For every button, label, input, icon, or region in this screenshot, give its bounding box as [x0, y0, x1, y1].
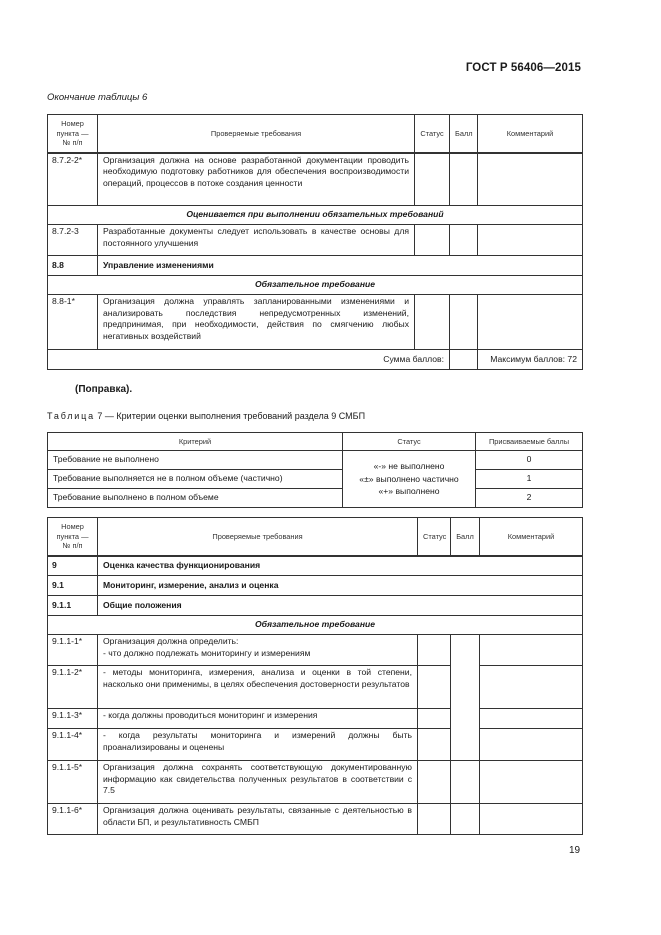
table-row	[48, 556, 583, 576]
status-cell	[415, 153, 450, 206]
requirement-text: Организация должна определить: - что должно подлежать мониторингу и измерениям	[98, 635, 418, 666]
table6	[47, 114, 583, 370]
criterion-text: Требование не выполнено	[48, 451, 343, 470]
requirement-text: Организация должна оценивать результаты, связанные с деятельностью в области БП, и результативность СМБП	[98, 804, 418, 835]
item-number: 9.1.1-1*	[48, 635, 98, 666]
score-cell	[451, 761, 480, 804]
table-row	[48, 295, 583, 350]
criterion-text: Требование выполнено в полном объеме	[48, 489, 343, 508]
requirement-text: Разработанные документы следует использовать в качестве основы для постоянного улучшения	[98, 225, 415, 256]
table-row	[48, 256, 583, 276]
table-row	[48, 576, 583, 596]
item-number: 8.7.2-3	[48, 225, 98, 256]
table7-caption-prefix: Таблица	[47, 411, 95, 421]
score-cell	[450, 225, 478, 256]
item-number: 9.1.1-6*	[48, 804, 98, 835]
comment-cell	[478, 295, 583, 350]
document-code: ГОСТ Р 56406—2015	[465, 62, 581, 74]
status-legend	[343, 451, 476, 508]
criterion-text: Требование выполняется не в полном объеме (частично)	[48, 470, 343, 489]
section-heading: Оценка качества функционирования	[98, 556, 583, 576]
section-title: Обязательное требование	[48, 276, 583, 295]
section-title: Обязательное требование	[48, 616, 583, 635]
item-number: 8.8	[48, 256, 98, 276]
item-number: 9.1.1-4*	[48, 729, 98, 761]
col-score-header: Балл	[450, 115, 478, 153]
table6-caption: Окончание таблицы 6	[47, 92, 148, 103]
status-cell	[418, 709, 451, 729]
sum-label: Сумма баллов:	[48, 350, 450, 370]
table-row	[48, 225, 583, 256]
points-value: 2	[476, 489, 583, 508]
item-number: 8.7.2-2*	[48, 153, 98, 206]
table7	[47, 432, 583, 508]
table-row	[48, 489, 583, 508]
item-number: 9.1.1-2*	[48, 666, 98, 709]
max-score: Максимум баллов: 72	[478, 350, 583, 370]
section-title: Оценивается при выполнении обязательных требований	[48, 206, 583, 225]
page-number: 19	[569, 845, 581, 856]
table-row	[48, 666, 583, 709]
status-cell	[415, 295, 450, 350]
comment-cell	[480, 804, 583, 835]
table-row	[48, 729, 583, 761]
comment-cell	[480, 709, 583, 729]
table7-caption-title: 7 — Критерии оценки выполнения требований раздела 9 СМБП	[97, 411, 366, 421]
requirement-text: Организация должна на основе разработанной документации проводить необходимую подготовку работников для обеспечения воспроизводимости операций, процессов в потоке создания ценности	[98, 153, 415, 206]
correction-note: (Поправка).	[75, 384, 133, 395]
col-comment-header: Комментарий	[480, 518, 583, 556]
item-number: 9	[48, 556, 98, 576]
table-row	[48, 635, 583, 666]
requirements-table-section9	[47, 517, 583, 835]
col-status-header: Статус	[343, 433, 476, 451]
table-row	[48, 709, 583, 729]
col-score-header: Балл	[451, 518, 480, 556]
requirement-text: - когда должны проводиться мониторинг и измерения	[98, 709, 418, 729]
item-number: 9.1.1-3*	[48, 709, 98, 729]
col-comment-header: Комментарий	[478, 115, 583, 153]
score-cell-merged	[451, 635, 480, 761]
col-points-header: Присваиваемые баллы	[476, 433, 583, 451]
status-cell	[418, 635, 451, 666]
points-value: 0	[476, 451, 583, 470]
comment-cell	[480, 666, 583, 709]
points-value: 1	[476, 470, 583, 489]
item-number: 8.8-1*	[48, 295, 98, 350]
table-row	[48, 761, 583, 804]
col-requirements-header: Проверяемые требования	[98, 115, 415, 153]
col-status-header: Статус	[415, 115, 450, 153]
status-legend-line: «-» не выполнено	[373, 461, 445, 472]
score-cell	[451, 804, 480, 835]
section-heading: Управление изменениями	[98, 256, 583, 276]
requirement-text: - когда результаты мониторинга и измерений должны быть проанализированы и оценены	[98, 729, 418, 761]
status-cell	[418, 729, 451, 761]
table-row	[48, 153, 583, 206]
comment-cell	[480, 635, 583, 666]
item-number: 9.1.1-5*	[48, 761, 98, 804]
sum-value-cell	[450, 350, 478, 370]
sum-row	[48, 350, 583, 370]
comment-cell	[480, 729, 583, 761]
requirement-text: Организация должна сохранять соответствующую документированную информацию как свидетельства полученных результатов в соответствии с 7.5	[98, 761, 418, 804]
col-requirements-header: Проверяемые требования	[98, 518, 418, 556]
item-number: 9.1	[48, 576, 98, 596]
status-legend-line: «+» выполнено	[378, 486, 440, 497]
status-cell	[415, 225, 450, 256]
col-number-header: Номер пункта — № п/п	[48, 518, 98, 556]
requirement-text: - методы мониторинга, измерения, анализа и оценки в той степени, насколько они применимы, в целях обеспечения достоверности результатов	[98, 666, 418, 709]
section-row	[48, 276, 583, 295]
table-row	[48, 470, 583, 489]
table-row	[48, 451, 583, 470]
table-row	[48, 804, 583, 835]
section-row	[48, 616, 583, 635]
status-cell	[418, 761, 451, 804]
table7-caption	[47, 411, 365, 421]
comment-cell	[478, 225, 583, 256]
section-heading: Мониторинг, измерение, анализ и оценка	[98, 576, 583, 596]
section-row	[48, 206, 583, 225]
status-cell	[418, 804, 451, 835]
comment-cell	[480, 761, 583, 804]
score-cell	[450, 153, 478, 206]
status-cell	[418, 666, 451, 709]
status-legend-line: «±» выполнено частично	[359, 473, 459, 484]
col-criterion-header: Критерий	[48, 433, 343, 451]
score-cell	[450, 295, 478, 350]
item-number: 9.1.1	[48, 596, 98, 616]
comment-cell	[478, 153, 583, 206]
col-status-header: Статус	[418, 518, 451, 556]
requirement-text: Организация должна управлять запланированными изменениями и анализировать последствия непредусмотренных изменений, предпринимая, при необходимости, действия по смягчению любых негативных воздействий	[98, 295, 415, 350]
table-row	[48, 596, 583, 616]
section-heading: Общие положения	[98, 596, 583, 616]
col-number-header: Номер пункта — № п/п	[48, 115, 98, 153]
